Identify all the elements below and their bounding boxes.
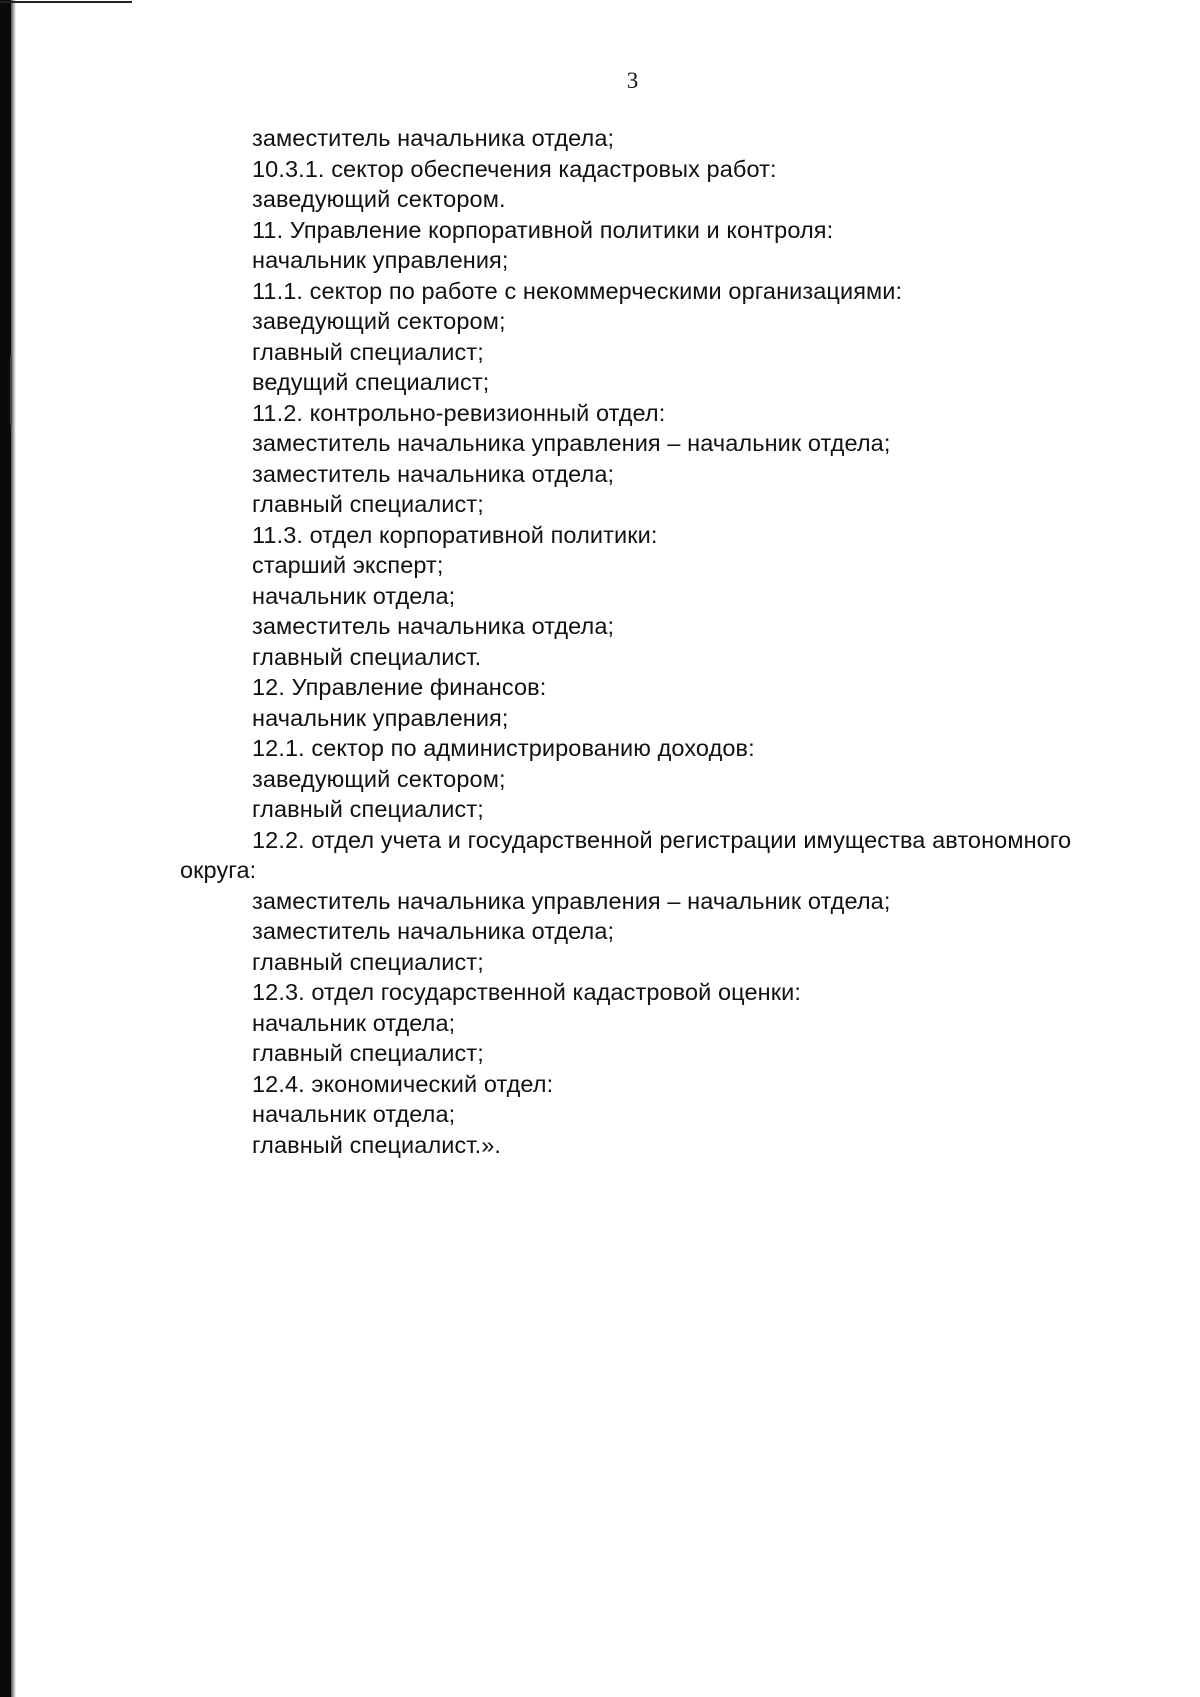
doc-line: главный специалист;	[252, 796, 484, 822]
doc-line: главный специалист.».	[252, 1131, 502, 1158]
scan-margin-mark	[10, 355, 12, 425]
scan-border-left	[0, 0, 11, 1697]
doc-line: 12.2. отдел учета и государственной регистрации имущества автономного	[252, 826, 1072, 853]
doc-line: 12. Управление финансов:	[252, 674, 547, 700]
doc-line: 11.3. отдел корпоративной политики:	[252, 521, 658, 548]
doc-line: 12.4. экономический отдел:	[252, 1070, 554, 1097]
doc-line: старший эксперт;	[252, 552, 444, 578]
doc-line: заведующий сектором.	[252, 186, 506, 212]
document-body	[180, 123, 1165, 1160]
doc-line: заведующий сектором;	[252, 765, 506, 792]
doc-line: заместитель начальника отдела;	[252, 125, 615, 151]
doc-line: 10.3.1. сектор обеспечения кадастровых работ:	[252, 155, 777, 182]
doc-line: 12.1. сектор по администрированию доходов:	[252, 735, 755, 761]
page-number: 3	[626, 68, 639, 93]
doc-line: заместитель начальника отдела;	[252, 460, 615, 487]
doc-line: 11. Управление корпоративной политики и контроля:	[252, 216, 834, 243]
doc-line: 11.1. сектор по работе с некоммерческими организациями:	[252, 277, 903, 304]
doc-line: 12.3. отдел государственной кадастровой оценки:	[252, 979, 801, 1005]
doc-line: начальник управления;	[252, 704, 509, 731]
doc-line: заместитель начальника управления – начальник отдела;	[252, 887, 891, 914]
doc-line: заместитель начальника управления – начальник отдела;	[252, 430, 891, 456]
doc-line: главный специалист;	[252, 491, 484, 517]
doc-line: начальник управления;	[252, 247, 509, 273]
doc-line: главный специалист.	[252, 643, 482, 670]
doc-line: заведующий сектором;	[252, 308, 506, 334]
doc-line: начальник отдела;	[252, 1101, 456, 1127]
doc-line: заместитель начальника отдела;	[252, 918, 615, 944]
doc-line: заместитель начальника отдела;	[252, 613, 615, 639]
doc-line: ведущий специалист;	[252, 369, 490, 395]
doc-line: начальник отдела;	[252, 582, 456, 609]
scan-border-top	[0, 1, 132, 3]
doc-line: главный специалист;	[252, 1040, 484, 1066]
doc-line: главный специалист;	[252, 948, 484, 975]
doc-line: 11.2. контрольно-ревизионный отдел:	[252, 399, 666, 426]
scan-border-shadow	[11, 0, 16, 1697]
doc-line: главный специалист;	[252, 338, 484, 365]
doc-line-continuation: округа:	[180, 857, 257, 883]
doc-line: начальник отдела;	[252, 1009, 456, 1036]
